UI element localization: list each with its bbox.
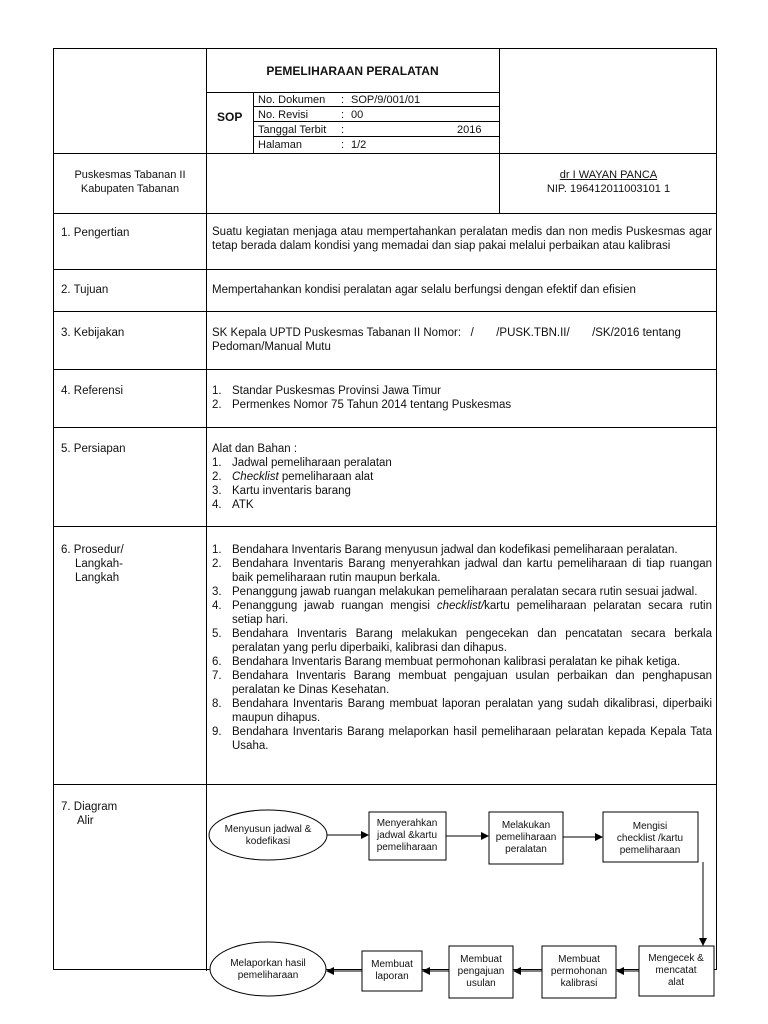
prosedur-item: [232, 599, 712, 627]
signer-nip: NIP. 196412011003101 1: [546, 183, 671, 195]
prosedur-item-italic: checklist/: [436, 600, 485, 612]
prosedur-item-text: Penanggung jawab ruangan melakukan pemeliharaan peralatan secara rutin sesuai jadwal.: [232, 586, 698, 598]
meta-key-halaman: Halaman: [258, 139, 303, 151]
section-text-pengertian: Suatu kegiatan menjaga atau mempertahankan peralatan medis dan non medis Puskesmas agar tetap berada dalam kondisi yang memadai dan siap pakai melalui perbaikan atau kalibrasi: [212, 226, 712, 252]
list-item: 1. Standar Puskesmas Provinsi Jawa Timur: [212, 384, 712, 398]
row-line-4: [54, 427, 716, 428]
section-text-kebijakan-line1: SK Kepala UPTD Puskesmas Tabanan II Nomor: / /PUSK.TBN.II/ /SK/2016 tentang: [212, 327, 681, 339]
flow-node-menyerahkan-line2: jadwal &kartu: [376, 830, 438, 841]
referensi-item: Permenkes Nomor 75 Tahun 2014 tentang Puskesmas: [232, 399, 512, 411]
row-line-2: [54, 311, 716, 312]
row-line-3: [54, 369, 716, 370]
list-item-number: 5.: [212, 628, 222, 640]
section-label-prosedur-2: Langkah-: [75, 558, 123, 570]
prosedur-item: [232, 697, 712, 725]
flow-node-start: [209, 810, 327, 860]
list-item: [212, 725, 712, 753]
list-item: [212, 557, 712, 585]
meta-sep-revisi: :: [341, 109, 345, 121]
prosedur-item-text: Penanggung jawab ruangan mengisi: [232, 600, 437, 612]
list-item: [212, 543, 712, 557]
prosedur-item: [232, 543, 712, 557]
flow-node-start-line1: Menyusun jadwal &: [224, 824, 312, 835]
list-item-number: 1.: [212, 544, 222, 556]
section-label-prosedur-1: 6. Prosedur/: [61, 544, 124, 556]
flow-node-mengecek-line2: mencatat: [655, 965, 697, 976]
referensi-list: [212, 384, 712, 412]
flow-node-melakukan-line3: peralatan: [505, 844, 547, 855]
section-label-referensi: 4. Referensi: [61, 385, 124, 397]
org-name: Puskesmas Tabanan II: [74, 169, 186, 181]
prosedur-item-text: Bendahara Inventaris Barang membuat laporan peralatan yang sudah dikalibrasi, diperbaiki maupun dihapus.: [232, 698, 712, 724]
flow-node-mengisi-line1: Mengisi: [632, 821, 668, 832]
prosedur-item: [232, 725, 712, 753]
meta-value-tanggal: 2016: [457, 124, 482, 136]
flow-node-permohonan-line2: permohonan: [550, 966, 608, 977]
section-label-tujuan: 2. Tujuan: [61, 284, 109, 296]
list-item: [212, 585, 712, 599]
flow-node-melakukan-line2: pemeliharaan: [495, 832, 557, 843]
flow-node-melakukan-line1: Melakukan: [501, 820, 551, 831]
section-text-kebijakan-line2: Pedoman/Manual Mutu: [212, 341, 331, 353]
list-item-number: 9.: [212, 726, 222, 738]
flow-node-mengisi-line2: checklist /kartu: [616, 833, 684, 844]
header-bottom-line: [54, 153, 716, 154]
document-title: PEMELIHARAAN PERALATAN: [266, 64, 439, 78]
meta-key-revisi: No. Revisi: [258, 109, 309, 121]
org-regency: Kabupaten Tabanan: [80, 183, 180, 195]
prosedur-item: [232, 655, 712, 669]
flow-node-end-line1: Melaporkan hasil: [230, 958, 306, 969]
persiapan-item-text: Jadwal pemeliharaan peralatan: [232, 457, 392, 469]
row-line-header-end: [54, 213, 716, 214]
prosedur-item: [232, 669, 712, 697]
section-label-diagram-2: Alir: [77, 815, 94, 827]
persiapan-item-text: pemeliharaan alat: [278, 471, 374, 483]
prosedur-item-text: Bendahara Inventaris Barang melakukan pengecekan dan pencatatan secara berkala peralatan yang perlu diperbaiki, kalibrasi dan dihapus.: [232, 628, 712, 654]
persiapan-intro: Alat dan Bahan :: [212, 443, 298, 455]
section-label-prosedur-3: Langkah: [75, 572, 120, 584]
persiapan-list: [212, 456, 712, 512]
section-text-tujuan: Mempertahankan kondisi peralatan agar selalu berfungsi dengan efektif dan efisien: [212, 284, 636, 296]
list-item: 3. Kartu inventaris barang: [212, 485, 351, 497]
flow-node-end-line2: pemeliharaan: [237, 970, 299, 981]
meta-value-dokumen: SOP/9/001/01: [351, 94, 421, 106]
persiapan-item-italic: Checklist: [232, 471, 279, 483]
flow-node-mengecek-line1: Mengecek &: [648, 953, 704, 964]
meta-value-revisi: 00: [351, 109, 364, 121]
flow-diagram: [206, 784, 718, 989]
prosedur-item-text: Bendahara Inventaris Barang menyerahkan jadwal dan kartu pemeliharaan di tiap ruangan baik pemeliharaan rutin maupun berkala.: [232, 558, 712, 584]
meta-value-halaman: 1/2: [351, 139, 367, 151]
prosedur-item: [232, 627, 712, 655]
prosedur-item-text: Bendahara Inventaris Barang menyusun jadwal dan kodefikasi pemeliharaan peralatan.: [232, 544, 678, 556]
row-line-5: [54, 526, 716, 527]
flow-node-laporan-line1: Membuat: [371, 959, 413, 970]
list-item: [212, 669, 712, 697]
flow-node-menyerahkan-line1: Menyerahkan: [376, 818, 438, 829]
flow-node-pengajuan-line2: pengajuan: [457, 966, 505, 977]
meta-key-dokumen: No. Dokumen: [258, 94, 326, 106]
section-label-diagram-1: 7. Diagram: [61, 801, 118, 813]
flow-node-permohonan-line1: Membuat: [558, 954, 600, 965]
section-label-kebijakan: 3. Kebijakan: [61, 327, 125, 339]
prosedur-item-text: Bendahara Inventaris Barang membuat pengajuan usulan perbaikan dan penghapusan peralatan ke Dinas Kesehatan.: [232, 670, 712, 696]
prosedur-list: [212, 543, 712, 753]
meta-sep-tanggal: :: [341, 124, 345, 136]
flow-node-menyerahkan-line3: pemeliharaan: [376, 842, 438, 853]
list-item: 4. ATK: [212, 499, 254, 511]
list-item: [212, 655, 712, 669]
persiapan-item-text: ATK: [232, 499, 254, 511]
sop-label: SOP: [217, 110, 243, 124]
row-line-1: [54, 269, 716, 270]
meta-key-tanggal: Tanggal Terbit: [258, 124, 327, 136]
flow-node-permohonan-line3: kalibrasi: [560, 978, 598, 989]
sop-document: [53, 48, 717, 989]
list-item-number: 4.: [212, 600, 222, 612]
flow-node-pengajuan-line3: usulan: [466, 978, 496, 989]
flow-node-mengecek-line3: alat: [667, 977, 685, 988]
list-item-number: 6.: [212, 656, 222, 668]
flow-node-start-line2: kodefikasi: [245, 836, 291, 847]
prosedur-item-text: Bendahara Inventaris Barang membuat permohonan kalibrasi peralatan ke pihak ketiga.: [232, 656, 681, 668]
list-item: [212, 697, 712, 725]
referensi-item: Standar Puskesmas Provinsi Jawa Timur: [232, 385, 441, 397]
list-item-number: 3.: [212, 586, 222, 598]
list-item-number: 2.: [212, 558, 222, 570]
list-item: [212, 599, 712, 627]
prosedur-item: [232, 557, 712, 585]
flow-node-end: [210, 942, 326, 996]
signer-name: dr I WAYAN PANCA: [559, 169, 658, 181]
flow-node-pengajuan-line1: Membuat: [460, 954, 502, 965]
flow-node-mengisi-line3: pemeliharaan: [619, 845, 681, 856]
persiapan-item-text: Kartu inventaris barang: [232, 485, 351, 497]
list-item: 1. Jadwal pemeliharaan peralatan: [212, 457, 392, 469]
meta-sep-halaman: :: [341, 139, 345, 151]
prosedur-item-text: Bendahara Inventaris Barang melaporkan hasil pemeliharaan pelaratan kepada Kepala Tata Usaha.: [232, 726, 712, 752]
list-item-number: 7.: [212, 670, 222, 682]
list-item: [212, 627, 712, 655]
sop-cell-divider: [253, 92, 254, 153]
list-item-number: 8.: [212, 698, 222, 710]
section-label-persiapan: 5. Persiapan: [61, 443, 126, 455]
list-item: 2. Checklist pemeliharaan alat: [212, 471, 374, 483]
prosedur-item-text: kartu pemeliharaan pelaratan secara rutin setiap hari.: [232, 600, 712, 626]
flow-node-laporan-line2: laporan: [375, 971, 409, 982]
prosedur-item: [232, 585, 712, 599]
section-label-pengertian: 1. Pengertian: [61, 227, 130, 239]
list-item: 2. Permenkes Nomor 75 Tahun 2014 tentang Puskesmas: [212, 398, 712, 412]
meta-sep-dokumen: :: [341, 94, 345, 106]
